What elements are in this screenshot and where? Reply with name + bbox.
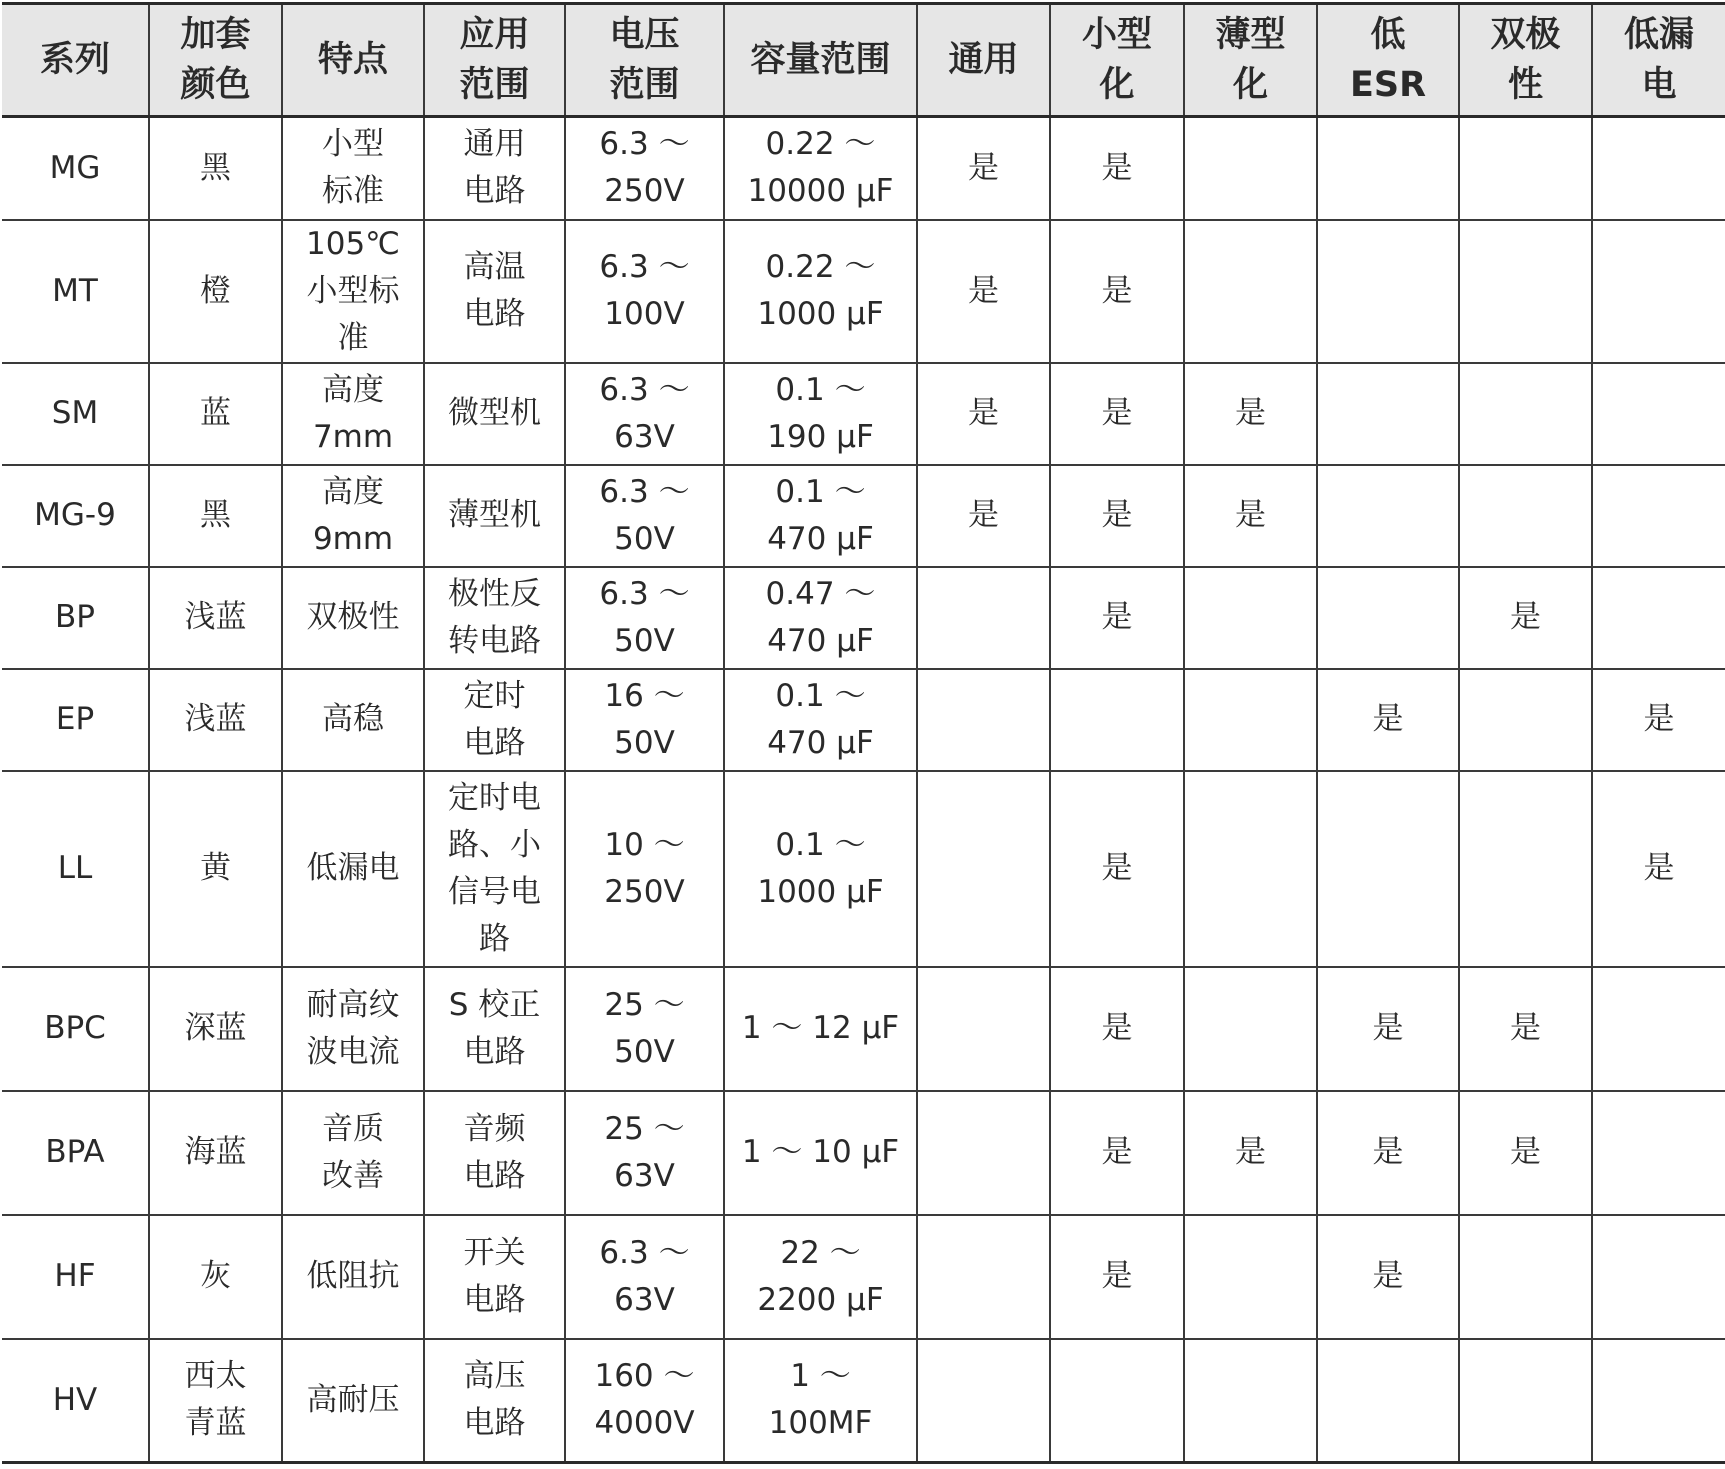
cell-general: 是 (917, 117, 1050, 220)
header-sleeve-color: 加套 颜色 (149, 4, 282, 117)
cell-low-esr: 是 (1317, 1215, 1459, 1339)
cell-application: 音频 电路 (424, 1091, 565, 1215)
cell-thin (1184, 1215, 1317, 1339)
cell-bipolar (1459, 1215, 1592, 1339)
cell-series: MG (2, 117, 149, 220)
cell-features: 低阻抗 (282, 1215, 424, 1339)
cell-series: MG-9 (2, 465, 149, 567)
cell-features: 高耐压 (282, 1339, 424, 1463)
cell-application: 微型机 (424, 363, 565, 465)
cell-bipolar (1459, 220, 1592, 363)
cell-application: S 校正 电路 (424, 967, 565, 1091)
cell-bipolar: 是 (1459, 567, 1592, 669)
cell-miniaturized: 是 (1050, 465, 1184, 567)
cell-sleeve-color: 黑 (149, 465, 282, 567)
cell-voltage-range: 6.3 ～ 250V (565, 117, 724, 220)
table-row (2, 465, 1725, 567)
cell-miniaturized: 是 (1050, 1091, 1184, 1215)
cell-series: EP (2, 669, 149, 771)
cell-voltage-range: 6.3 ～ 63V (565, 363, 724, 465)
cell-capacitance-range: 0.1 ～ 470 μF (724, 669, 917, 771)
cell-low-leakage (1592, 363, 1725, 465)
cell-voltage-range: 16 ～ 50V (565, 669, 724, 771)
cell-bipolar (1459, 117, 1592, 220)
cell-miniaturized: 是 (1050, 771, 1184, 967)
cell-sleeve-color: 黄 (149, 771, 282, 967)
cell-bipolar: 是 (1459, 967, 1592, 1091)
cell-miniaturized: 是 (1050, 1215, 1184, 1339)
cell-low-esr (1317, 771, 1459, 967)
cell-low-esr (1317, 363, 1459, 465)
cell-capacitance-range: 1 ～ 100MF (724, 1339, 917, 1463)
cell-sleeve-color: 西太 青蓝 (149, 1339, 282, 1463)
cell-features: 105℃ 小型标 准 (282, 220, 424, 363)
cell-general: 是 (917, 220, 1050, 363)
cell-series: BPA (2, 1091, 149, 1215)
cell-capacitance-range: 0.1 ～ 190 μF (724, 363, 917, 465)
cell-low-esr (1317, 117, 1459, 220)
cell-low-leakage (1592, 465, 1725, 567)
cell-miniaturized (1050, 1339, 1184, 1463)
cell-low-leakage (1592, 117, 1725, 220)
cell-features: 高度 9mm (282, 465, 424, 567)
header-bipolar: 双极 性 (1459, 4, 1592, 117)
cell-sleeve-color: 浅蓝 (149, 567, 282, 669)
table-row (2, 771, 1725, 967)
cell-miniaturized (1050, 669, 1184, 771)
cell-low-esr (1317, 1339, 1459, 1463)
cell-low-esr (1317, 220, 1459, 363)
cell-sleeve-color: 浅蓝 (149, 669, 282, 771)
cell-general (917, 1215, 1050, 1339)
header-voltage-range: 电压 范围 (565, 4, 724, 117)
cell-low-esr: 是 (1317, 967, 1459, 1091)
cell-application: 高温 电路 (424, 220, 565, 363)
cell-low-esr: 是 (1317, 669, 1459, 771)
cell-low-leakage (1592, 1091, 1725, 1215)
cell-general (917, 967, 1050, 1091)
cell-series: HF (2, 1215, 149, 1339)
cell-application: 定时电 路、小 信号电 路 (424, 771, 565, 967)
cell-thin (1184, 1339, 1317, 1463)
cell-capacitance-range: 0.22 ～ 1000 μF (724, 220, 917, 363)
cell-voltage-range: 160 ～ 4000V (565, 1339, 724, 1463)
cell-capacitance-range: 0.1 ～ 1000 μF (724, 771, 917, 967)
cell-voltage-range: 6.3 ～ 50V (565, 465, 724, 567)
cell-voltage-range: 10 ～ 250V (565, 771, 724, 967)
table-row (2, 967, 1725, 1091)
header-application: 应用 范围 (424, 4, 565, 117)
cell-low-esr: 是 (1317, 1091, 1459, 1215)
cell-voltage-range: 6.3 ～ 63V (565, 1215, 724, 1339)
cell-voltage-range: 6.3 ～ 100V (565, 220, 724, 363)
cell-general: 是 (917, 363, 1050, 465)
cell-thin (1184, 220, 1317, 363)
cell-low-leakage: 是 (1592, 771, 1725, 967)
cell-miniaturized: 是 (1050, 220, 1184, 363)
cell-miniaturized: 是 (1050, 567, 1184, 669)
cell-voltage-range: 25 ～ 50V (565, 967, 724, 1091)
cell-application: 高压 电路 (424, 1339, 565, 1463)
cell-sleeve-color: 橙 (149, 220, 282, 363)
cell-bipolar (1459, 1339, 1592, 1463)
cell-series: LL (2, 771, 149, 967)
capacitor-series-table (2, 2, 1725, 1464)
cell-general (917, 669, 1050, 771)
header-miniaturized: 小型 化 (1050, 4, 1184, 117)
table-row (2, 117, 1725, 220)
cell-miniaturized: 是 (1050, 967, 1184, 1091)
cell-bipolar (1459, 465, 1592, 567)
cell-application: 定时 电路 (424, 669, 565, 771)
cell-capacitance-range: 0.1 ～ 470 μF (724, 465, 917, 567)
cell-capacitance-range: 22 ～ 2200 μF (724, 1215, 917, 1339)
cell-low-leakage (1592, 1339, 1725, 1463)
cell-thin (1184, 567, 1317, 669)
cell-capacitance-range: 0.22 ～ 10000 μF (724, 117, 917, 220)
table-row (2, 669, 1725, 771)
cell-miniaturized: 是 (1050, 363, 1184, 465)
cell-sleeve-color: 深蓝 (149, 967, 282, 1091)
cell-voltage-range: 25 ～ 63V (565, 1091, 724, 1215)
header-features: 特点 (282, 4, 424, 117)
cell-sleeve-color: 灰 (149, 1215, 282, 1339)
table-row (2, 220, 1725, 363)
cell-thin (1184, 771, 1317, 967)
header-low-leakage: 低漏 电 (1592, 4, 1725, 117)
cell-application: 薄型机 (424, 465, 565, 567)
header-thin: 薄型 化 (1184, 4, 1317, 117)
cell-sleeve-color: 黑 (149, 117, 282, 220)
table-row (2, 567, 1725, 669)
cell-general (917, 567, 1050, 669)
header-low-esr: 低 ESR (1317, 4, 1459, 117)
cell-thin (1184, 117, 1317, 220)
cell-general (917, 1091, 1050, 1215)
cell-thin (1184, 967, 1317, 1091)
cell-sleeve-color: 蓝 (149, 363, 282, 465)
cell-features: 低漏电 (282, 771, 424, 967)
cell-features: 音质 改善 (282, 1091, 424, 1215)
cell-low-leakage (1592, 220, 1725, 363)
cell-low-leakage (1592, 967, 1725, 1091)
cell-thin (1184, 669, 1317, 771)
table-header-row (2, 4, 1725, 117)
cell-features: 高度 7mm (282, 363, 424, 465)
cell-thin: 是 (1184, 465, 1317, 567)
cell-general (917, 1339, 1050, 1463)
cell-low-leakage (1592, 1215, 1725, 1339)
table-row (2, 363, 1725, 465)
header-general: 通用 (917, 4, 1050, 117)
cell-application: 极性反 转电路 (424, 567, 565, 669)
cell-series: MT (2, 220, 149, 363)
cell-series: BPC (2, 967, 149, 1091)
cell-bipolar: 是 (1459, 1091, 1592, 1215)
cell-series: BP (2, 567, 149, 669)
cell-miniaturized: 是 (1050, 117, 1184, 220)
cell-thin: 是 (1184, 363, 1317, 465)
table-body (2, 117, 1725, 1463)
cell-application: 通用 电路 (424, 117, 565, 220)
cell-bipolar (1459, 363, 1592, 465)
header-capacitance-range: 容量范围 (724, 4, 917, 117)
cell-voltage-range: 6.3 ～ 50V (565, 567, 724, 669)
cell-series: HV (2, 1339, 149, 1463)
cell-general (917, 771, 1050, 967)
table-row (2, 1215, 1725, 1339)
cell-series: SM (2, 363, 149, 465)
table-row (2, 1339, 1725, 1463)
table-row (2, 1091, 1725, 1215)
cell-low-esr (1317, 567, 1459, 669)
cell-features: 小型 标准 (282, 117, 424, 220)
cell-low-leakage: 是 (1592, 669, 1725, 771)
cell-general: 是 (917, 465, 1050, 567)
cell-features: 双极性 (282, 567, 424, 669)
cell-bipolar (1459, 669, 1592, 771)
cell-thin: 是 (1184, 1091, 1317, 1215)
cell-features: 耐高纹 波电流 (282, 967, 424, 1091)
cell-bipolar (1459, 771, 1592, 967)
cell-capacitance-range: 0.47 ～ 470 μF (724, 567, 917, 669)
cell-application: 开关 电路 (424, 1215, 565, 1339)
cell-low-leakage (1592, 567, 1725, 669)
cell-capacitance-range: 1 ～ 10 μF (724, 1091, 917, 1215)
cell-sleeve-color: 海蓝 (149, 1091, 282, 1215)
header-series: 系列 (2, 4, 149, 117)
cell-low-esr (1317, 465, 1459, 567)
cell-capacitance-range: 1 ～ 12 μF (724, 967, 917, 1091)
cell-features: 高稳 (282, 669, 424, 771)
